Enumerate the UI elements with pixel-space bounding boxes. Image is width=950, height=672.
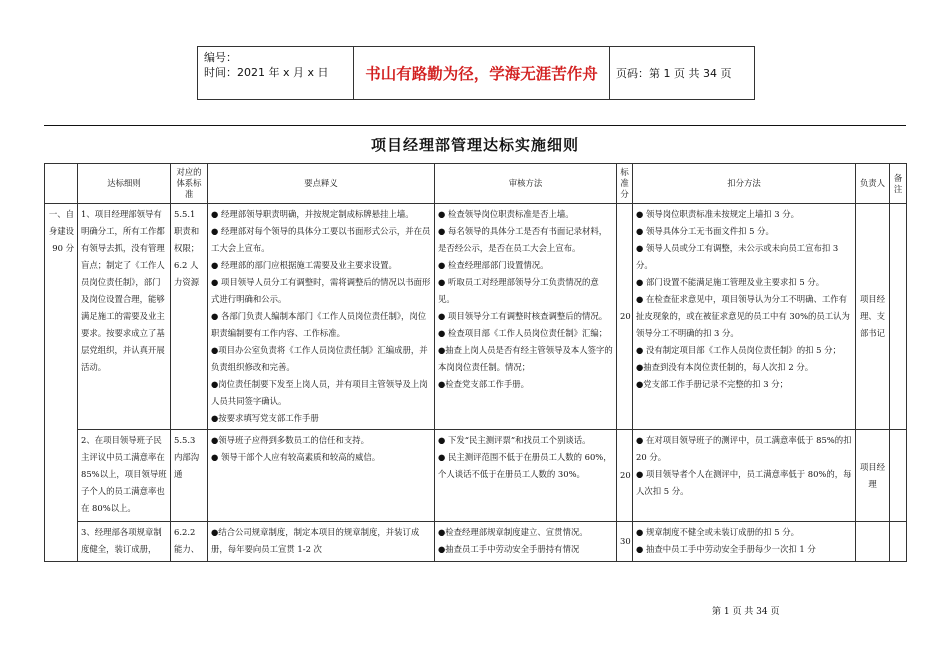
header-category (45, 164, 78, 204)
system-std-cell: 6.2.2 能力、 (171, 522, 208, 562)
page-info: 页码：第 1 页 共 34 页 (616, 67, 732, 80)
key-point: ● 项目领导人员分工有调整时，需将调整后的情况以书面形式进行明确和公示。 (211, 277, 431, 304)
table-header-row (45, 164, 907, 204)
remark-cell (890, 430, 907, 522)
audit-item: ● 检查领导岗位职责标准是否上墙。 (438, 209, 574, 219)
header-remark: 备注 (890, 164, 907, 204)
deduction-item: ● 没有制定项目部《工作人员岗位责任制》的扣 5 分； (636, 345, 841, 355)
key-point: ● 领导干部个人应有较高素质和较高的威信。 (211, 452, 381, 462)
audit-item: ● 每名领导的具体分工是否有书面记录材料，是否经公示，是否在员工大会上宣布。 (438, 226, 608, 253)
score-cell: 30 (617, 522, 633, 562)
category-cell: 一、自身建设 90 分 (45, 204, 78, 562)
motto: 书山有路勤为径，学海无涯苦作舟 (354, 47, 610, 99)
owner-cell (856, 522, 890, 562)
deduction-item: ● 抽查中员工手中劳动安全手册每少一次扣 1 分 (636, 544, 816, 554)
header-system-std: 对应的体系标准 (171, 164, 208, 204)
score-cell: 20 (617, 430, 633, 522)
deduction-item: ● 领导岗位职责标准未按规定上墙扣 3 分。 (636, 209, 799, 219)
key-point: ●结合公司规章制度，制定本项目的规章制度，并装订成册，每年要向员工宣贯 1-2 次 (211, 527, 420, 554)
score-cell: 20 (617, 204, 633, 430)
deduction-item: ● 领导人员或分工有调整，未公示或未向员工宣布扣 3 分。 (636, 243, 839, 270)
deduction-item: ● 项目领导者个人在测评中，员工满意率低于 80%的，每人次扣 5 分。 (636, 469, 852, 496)
system-std-cell: 5.5.3 内部沟通 (171, 430, 208, 522)
table-row (45, 204, 907, 430)
deduction-item: ● 在对项目领导班子的测评中，员工满意率低于 85%的扣 20 分。 (636, 435, 852, 462)
header-deduction: 扣分方法 (633, 164, 856, 204)
header-std-score: 标准分 (617, 164, 633, 204)
key-point: ● 经理部领导职责明确，并按规定制成标牌悬挂上墙。 (211, 209, 414, 219)
table-row (45, 522, 907, 562)
audit-item: ●抽查员工手中劳动安全手册持有情况 (438, 544, 580, 554)
date-label: 时间：2021 年 x 月 x 日 (204, 66, 329, 79)
header-criteria: 达标细则 (78, 164, 171, 204)
deduction-item: ● 在检查征求意见中，项目领导认为分工不明确、工作有扯皮现象的，或在被征求意见的员工中有 30%的员工认为领导分工不明确的扣 3 分。 (636, 294, 850, 338)
deduction-cell (633, 430, 856, 522)
key-point: ●岗位责任制要下发至上岗人员，并有项目主管领导及上岗人员共同签字确认。 (211, 379, 428, 406)
deduction-item: ●抽查到没有本岗位责任制的，每人次扣 2 分。 (636, 362, 814, 372)
audit-item: ●检查党支部工作手册。 (438, 379, 530, 389)
audit-cell (435, 522, 617, 562)
header-owner: 负责人 (856, 164, 890, 204)
audit-item: ●抽查上岗人员是否有经主管领导及本人签字的本岗岗位责任制。情况； (438, 345, 613, 372)
audit-item: ● 下发“民主测评票”和找员工个别谈话。 (438, 435, 591, 445)
system-std-cell: 5.5.1 职责和权限；6.2 人力资源 (171, 204, 208, 430)
criteria-cell: 2、在项目领导班子民主评议中员工满意率在 85%以上，项目领导班子个人的员工满意率也在 80%以上。 (78, 430, 171, 522)
audit-item: ● 民主测评范围不低于在册员工人数的 60%，个人谈话不低于在册员工人数的 30%。 (438, 452, 612, 479)
deduction-item: ●党支部工作手册记录不完整的扣 3 分； (636, 379, 788, 389)
key-point: ● 各部门负责人编制本部门《工作人员岗位责任制》，岗位职责编制要有工作内容、工作标准。 (211, 311, 427, 338)
document-title: 项目经理部管理达标实施细则 (370, 136, 579, 154)
audit-cell (435, 430, 617, 522)
key-points-cell (208, 522, 435, 562)
key-point: ●领导班子应得到多数员工的信任和支持。 (211, 435, 370, 445)
audit-item: ● 听取员工对经理部领导分工负责情况的意见。 (438, 277, 599, 304)
key-point: ●按要求填写党支部工作手册 (211, 413, 319, 423)
remark-cell (890, 204, 907, 430)
header-audit: 审核方法 (435, 164, 617, 204)
deduction-cell (633, 522, 856, 562)
criteria-cell: 1、项目经理部领导有明确分工，所有工作都有领导去抓，没有管理盲点；制定了《工作人员岗位责任制》，部门及岗位设置合理，能够满足施工的需要及业主要求。按要求成立了基层党组织，并认真开展活动。 (78, 204, 171, 430)
header-key-points: 要点释义 (208, 164, 435, 204)
key-point: ● 经理部对每个领导的具体分工要以书面形式公示，并在员工大会上宣布。 (211, 226, 431, 253)
audit-item: ● 检查项目部《工作人员岗位责任制》汇编； (438, 328, 608, 338)
deduction-cell (633, 204, 856, 430)
page-footer: 第 1 页 共 34 页 (712, 607, 780, 617)
criteria-table (44, 163, 907, 562)
number-label: 编号： (204, 51, 237, 64)
audit-cell (435, 204, 617, 430)
owner-cell: 项目经理 (856, 430, 890, 522)
remark-cell (890, 522, 907, 562)
key-point: ● 经理部的部门应根据施工需要及业主要求设置。 (211, 260, 397, 270)
deduction-item: ● 规章制度不健全或未装订成册的扣 5 分。 (636, 527, 799, 537)
key-points-cell (208, 430, 435, 522)
key-points-cell (208, 204, 435, 430)
audit-item: ● 项目领导分工有调整时核查调整后的情况。 (438, 311, 608, 321)
audit-item: ● 检查经理部部门设置情况。 (438, 260, 549, 270)
header-meta (198, 47, 354, 99)
table-row (45, 430, 907, 522)
audit-item: ●检查经理部规章制度建立、宣贯情况。 (438, 527, 588, 537)
key-point: ●项目办公室负责将《工作人员岗位责任制》汇编成册，并负责组织修改和完善。 (211, 345, 428, 372)
deduction-item: ● 领导具体分工无书面文件扣 5 分。 (636, 226, 774, 236)
header-box (197, 46, 755, 100)
header-divider (44, 125, 906, 126)
deduction-item: ● 部门设置不能满足施工管理及业主要求扣 5 分。 (636, 277, 825, 287)
owner-cell: 项目经理、支部书记 (856, 204, 890, 430)
criteria-cell: 3、经理部各项规章制度健全，装订成册， (78, 522, 171, 562)
